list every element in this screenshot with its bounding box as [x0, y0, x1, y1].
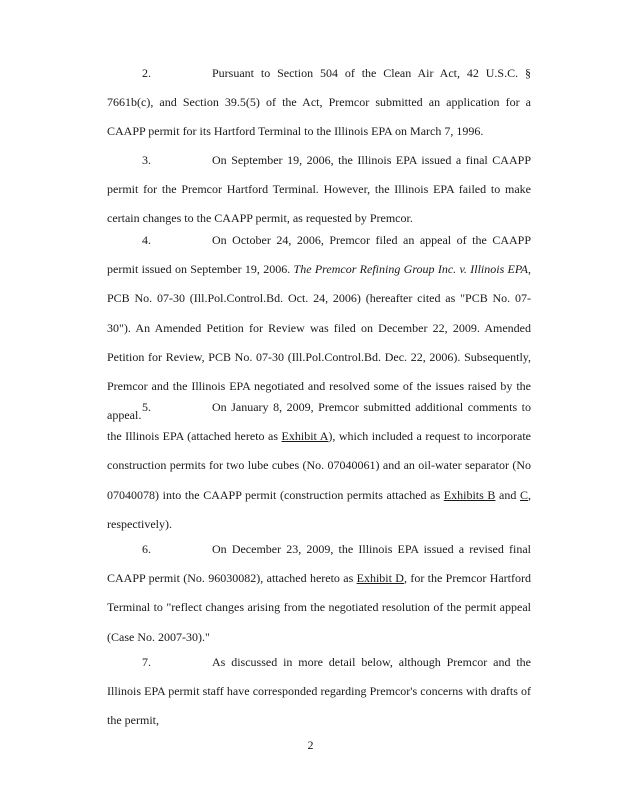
paragraph-2 — [107, 59, 531, 147]
exhibits-b-reference: Exhibits B — [443, 487, 496, 502]
paragraph-text: On December 23, 2009, the Illinois EPA issued a revised final CAAPP permit (No. 96030082), attached hereto as — [107, 542, 531, 586]
case-citation: The Premcor Refining Group Inc. v. Illinois EPA — [293, 262, 528, 277]
paragraph-5 — [107, 393, 531, 539]
paragraph-7 — [107, 648, 531, 736]
paragraph-text: ), which included a request to incorporate construction permits for two lube cubes (No. 07040061) and an oil-water separator (No 07040078) into the CAAPP permit (construction permits attached as — [107, 429, 532, 502]
paragraph-text: Pursuant to Section 504 of the Clean Air Act, 42 U.S.C. § 7661b(c), and Section 39.5(5) of the Act, Premcor submitted an application for a CAAPP permit for its Hartford Terminal to the Illinois EPA on March 7, 1996. — [107, 66, 531, 139]
exhibit-d-reference: Exhibit D — [356, 571, 404, 586]
paragraph-3 — [107, 146, 531, 234]
paragraph-text: , respectively). — [107, 487, 532, 531]
paragraph-number: 5. — [142, 400, 151, 414]
paragraph-number: 6. — [142, 542, 151, 556]
paragraph-text: and — [495, 487, 520, 502]
paragraph-text: As discussed in more detail below, although Premcor and the Illinois EPA permit staff have corresponded regarding Premcor's concerns with drafts of the permit, — [107, 655, 531, 728]
paragraph-number: 3. — [142, 153, 151, 167]
paragraph-number: 4. — [142, 233, 151, 247]
paragraph-number: 7. — [142, 655, 151, 669]
paragraph-text: On September 19, 2006, the Illinois EPA issued a final CAAPP permit for the Premcor Hartford Terminal. However, the Illinois EPA failed to make certain changes to the CAAPP permit, as requested by Premcor. — [107, 153, 531, 226]
paragraph-text: , PCB No. 07-30 (Ill.Pol.Control.Bd. Oct. 24, 2006) (hereafter cited as "PCB No. 07-30"). An Amended Petition for Review was filed on December 22, 2009. Amended Petition for Review, PCB No. 07-30 (Ill.Pol.Control.Bd. Dec. 22, 2006). Subsequently, Premcor and the Illinois EPA negotiated and resolved some of the issues raised by the appeal. — [107, 262, 531, 423]
page-number: 2 — [307, 738, 314, 752]
exhibit-a-reference: Exhibit A — [281, 429, 329, 444]
paragraph-6 — [107, 535, 531, 652]
paragraph-text: , for the Premcor Hartford Terminal to "reflect changes arising from the negotiated resolution of the permit appeal (Case No. 2007-30)." — [107, 571, 532, 644]
paragraph-text: On January 8, 2009, Premcor submitted additional comments to the Illinois EPA (attached hereto as — [107, 400, 531, 444]
paragraph-text: On October 24, 2006, Premcor filed an appeal of the CAAPP permit issued on September 19, 2006. — [107, 233, 531, 277]
exhibit-c-reference: C — [520, 487, 529, 502]
paragraph-number: 2. — [142, 66, 151, 80]
